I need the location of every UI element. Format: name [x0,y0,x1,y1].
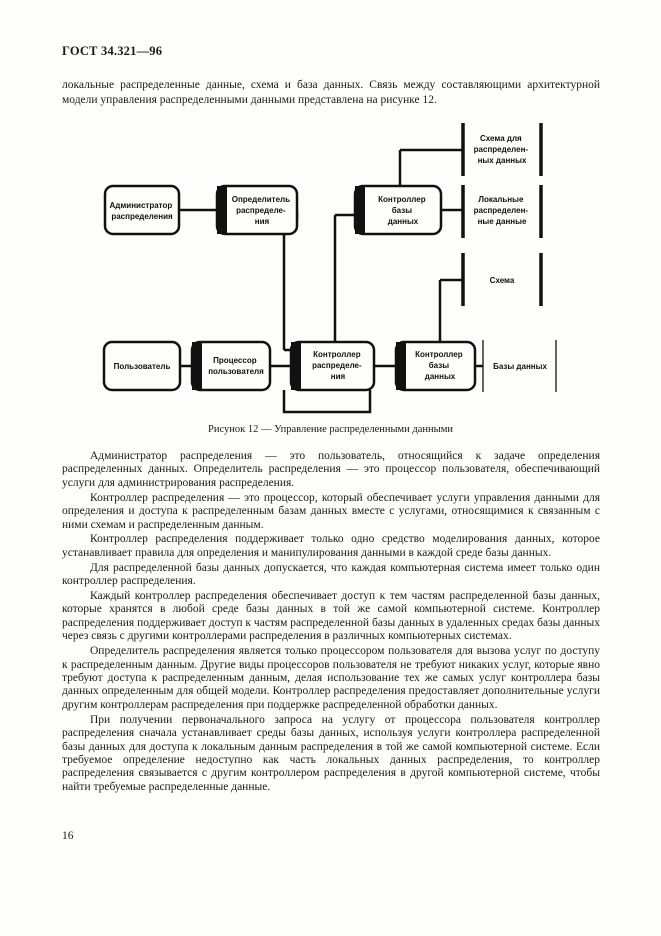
bar-definer [217,186,227,234]
intro-text: локальные распределенные данные, схема и база данных. Связь между составляющими архитектурной модели управления распределенными данными представлена на рисунке 12. [62,79,600,106]
label-schema-dist: Схема для распределен- ных данных [473,134,529,165]
bar-user-processor [192,342,202,390]
box-user-processor [192,342,270,390]
bar-db-controller-bottom [396,342,406,390]
label-db-controller-bottom: Контроллер базы данных [415,350,463,381]
paragraph: При получении первоначального запроса на услугу от процессора пользователя контроллер распределения сначала устанавливает среды базы данных, используя услуги контроллера распределенной базы данных для доступа к локальным данным распределения в той же самой компьютерной системе. Если требуемое определение недоступно как часть локальных данных распределения, то контроллер распределения связывается с другим контроллером распределения в другой компьютерной системе, чтобы найти требуемые распределенные данные. [62,713,600,793]
paragraph: Определитель распределения является только процессором пользователя для вызова услуг по доступу к распределенным данным. Другие виды процессоров пользователя не требуют никаких услуг, которые явно требуют доступа к распределенным данным, делая использование тех же самых услуг контроллера базы данных определенным для общей модели. Контроллер распределения предоставляет дополнительные услуги другим контроллерам распределения при поддержке распределенной обработки данных. [62,645,600,711]
paragraph: Администратор распределения — это пользователь, относящийся к задаче определения распределенных данных. Определитель распределения — это процессор пользователя, обеспечивающий услуги для администрирования распределения. [62,450,600,489]
page-number: 16 [62,830,74,842]
paragraph: Для распределенной базы данных допускается, что каждая компьютерная система имеет только один контроллер распределения. [62,561,600,588]
document-header: ГОСТ 34.321—96 [62,44,163,58]
label-definer: Определитель распределе- ния [231,195,291,226]
paragraph: Контроллер распределения поддерживает только одно средство моделирования данных, которое устанавливает правила для определения и манипулирования данными в каждой среде базы данных. [62,533,600,559]
paragraph: Контроллер распределения — это процессор, который обеспечивает услуги управления данными для определения и доступа к распределенным базам данных вместе с услугами, относящимися к связанным с ними схемам и распределенным данным. [62,491,600,531]
label-admin: Администратор распределения [109,201,173,221]
label-databases: Базы данных [493,362,547,371]
label-user-processor: Процессор пользователя [208,356,264,376]
label-dist-controller: Контроллер распределе- ния [312,350,362,381]
label-local-dist: Локальные распределен- ные данные [473,195,529,226]
label-schema: Схема [489,276,515,285]
body-text [62,450,600,796]
figure-caption: Рисунок 12 — Управление распределенными данными [208,424,453,435]
label-db-controller-top: Контроллер базы данных [378,195,426,226]
line-distcontroller-loop [284,390,370,412]
bar-db-controller-top [355,186,365,234]
paragraph: Каждый контроллер распределения обеспечивает доступ к тем частям распределенной базы данных, которые хранятся в любой среде базы данных в той же самой компьютерной системе. Контроллер распределения поддерживает доступ к частям распределенной базы данных в удаленных средах базы данных через связь с другими контроллерами распределения в различных компьютерных системах. [62,590,600,643]
intro-paragraph [62,78,600,108]
bar-dist-controller [291,342,301,390]
architecture-diagram [0,110,661,430]
box-admin [105,186,179,234]
label-user: Пользователь [113,362,171,371]
